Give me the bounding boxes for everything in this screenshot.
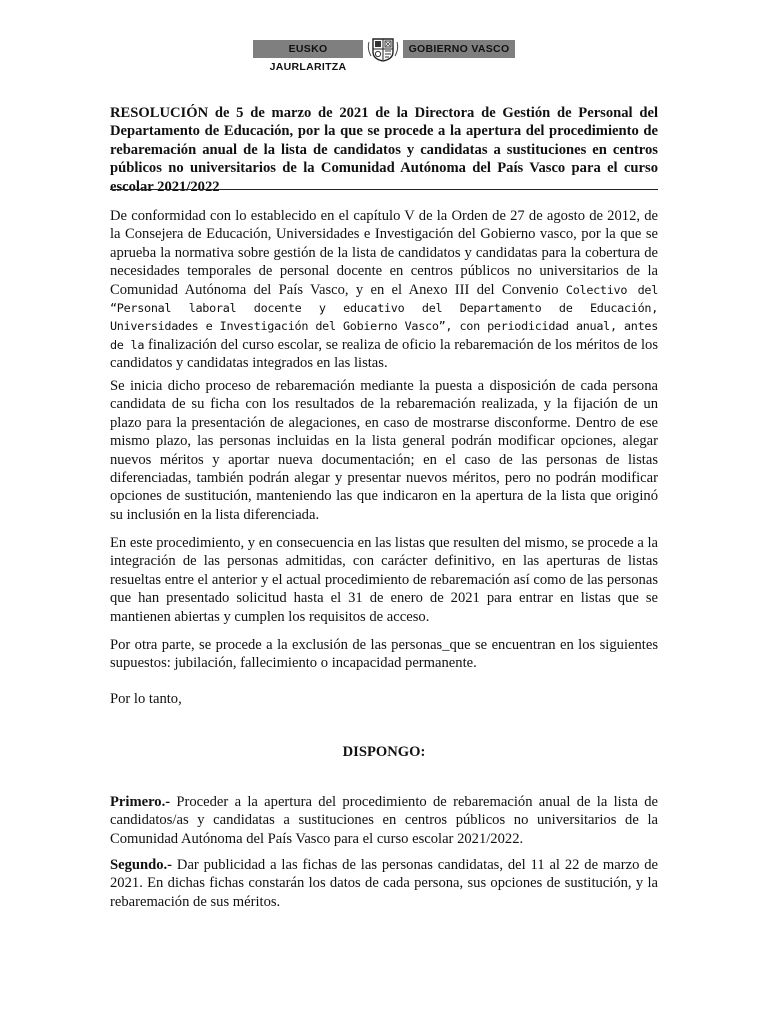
paragraph-legal-basis-part1: De conformidad con lo establecido en el capítulo V de la Orden de 27 de agosto de 2012, de la Consejera de Educación, Universidades e Investigación del Gobierno vasco, por la que se aprueba la normativa sobre gestión de la lista de candidatos y candidatas para la cobertura de necesidades temporales de personal docente en centros públicos no universitarios de la Comunidad Autónoma del País Vasco, y en el Anexo III del Convenio	[110, 208, 658, 298]
paragraph-legal-basis-part3: finalización del curso escolar, se realiza de oficio la rebaremación de los méritos de los candidatos y candidatas integrados en las listas.	[110, 336, 658, 372]
paragraph-therefore: Por lo tanto,	[110, 691, 182, 707]
paragraph-exclusion: Por otra parte, se procede a la exclusión de las personas_que se encuentran en los siguientes supuestos: jubilación, fallecimiento o incapacidad permanente.	[110, 637, 658, 672]
paragraph-process: Se inicia dicho proceso de rebaremación mediante la puesta a disposición de cada persona candidata de su ficha con los resultados de la rebaremación realizada, y la fijación de un plazo para la presentación de alegaciones, en caso de mostrarse disconforme. Dentro de ese mismo plazo, las personas incluidas en la lista general podrán modificar opciones, alegar nuevos méritos y aportar nueva documentación; en el caso de las personas de listas diferenciadas, también podrán alegar y presentar nuevos méritos, pero no podrán modificar opciones de sustitución, manteniendo las que indicaron en la apertura de la lista que originó su inclusión en la lista diferenciada.	[110, 378, 658, 523]
article-first	[110, 793, 658, 848]
header-basque-name: EUSKO JAURLARITZA	[253, 40, 363, 58]
paragraph-integration: En este procedimiento, y en consecuencia en las listas que resulten del mismo, se procede a la integración de las personas admitidas, con carácter definitivo, en las aperturas de listas resueltas entre el anterior y el actual procedimiento de rebaremación así como de las personas que han presentado solicitud hasta el 31 de enero de 2021 para entrar en listas que se mantienen abiertas y cumplen los requisitos de acceso.	[110, 535, 658, 625]
government-header	[253, 36, 515, 73]
article-first-text: Proceder a la apertura del procedimiento de rebaremación anual de la lista de candidatos/as y candidatas a sustituciones en centros públicos no universitarios de la Comunidad Autónoma del País Vasco para el curso escolar 2021/2022.	[110, 794, 658, 847]
resolution-title: RESOLUCIÓN de 5 de marzo de 2021 de la Directora de Gestión de Personal del Departamento de Educación, por la que se procede a la apertura del procedimiento de rebaremación anual de la lista de candidatos y candidatas a sustituciones en centros públicos no universitarios de la Comunidad Autónoma del País Vasco para el curso escolar 2021/2022	[110, 105, 658, 195]
header-spanish-name: GOBIERNO VASCO	[403, 40, 515, 58]
dispongo-heading: DISPONGO:	[342, 744, 426, 760]
paragraph-legal-basis	[110, 207, 658, 373]
coat-of-arms-icon	[366, 36, 400, 62]
article-second	[110, 856, 658, 911]
article-first-lead: Primero.-	[110, 794, 171, 810]
article-second-text: Dar publicidad a las fichas de las personas candidatas, del 11 al 22 de marzo de 2021. En dichas fichas constarán los datos de cada persona, sus opciones de sustitución, y la rebaremación de sus méritos.	[110, 857, 658, 910]
paragraph-legal-basis-part2: Colectivo del “Personal laboral docente y educativo del Departamento de Educación, Universidades e Investigación del Gobierno Vasco”, con periodicidad anual, antes de la	[110, 282, 658, 352]
article-second-lead: Segundo.-	[110, 857, 173, 873]
title-underline	[110, 189, 658, 190]
